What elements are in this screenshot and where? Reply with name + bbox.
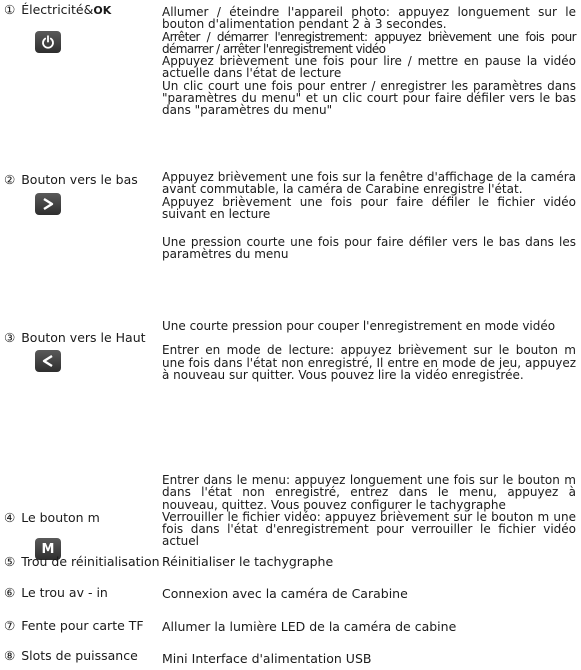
item-1-para-3: Appuyez brièvement une fois pour lire / mettre en pause la vidéo actuelle dans l'état de lecture — [162, 54, 576, 81]
item-8-number: ⑧ — [4, 648, 16, 663]
power-icon — [35, 31, 61, 53]
item-4-para-2: Verrouiller le fichier vidéo: appuyez brièvement sur le bouton m une fois dans l'état d'enregistrement pour verrouiller le fichier vidéo actuel — [162, 509, 576, 549]
item-7-number: ⑦ — [4, 618, 16, 633]
item-3-description — [162, 320, 576, 381]
item-1-para-2: Arrêter / démarrer l'enregistrement: appuyez brièvement une fois pour démarrer / arrêter l'enregistrement vidéo — [162, 29, 576, 56]
m-key-letter: M — [41, 541, 55, 557]
item-4-para-1: Entrer dans le menu: appuyez longuement une fois sur le bouton m dans l'état non enregistré, entrez dans le menu, appuyez à nouveau, quittez. Vous pouvez configurer le tachygraphe — [162, 473, 576, 512]
item-7-label — [4, 618, 144, 634]
item-7-title: Fente pour carte TF — [21, 618, 144, 633]
item-4-number: ④ — [4, 510, 16, 525]
item-1-number: ① — [4, 2, 16, 17]
item-2-para-3: Une pression courte une fois pour faire défiler vers le bas dans les paramètres du menu — [162, 235, 576, 262]
item-3-para-1: Une courte pression pour couper l'enregistrement en mode vidéo — [162, 319, 556, 333]
item-2-title: Bouton vers le bas — [21, 172, 138, 187]
item-5-number: ⑤ — [4, 554, 16, 569]
item-5-label — [4, 554, 160, 570]
item-1-para-4: Un clic court une fois pour entrer / enregistrer les paramètres dans "paramètres du menu" et un clic court pour faire défiler vers le bas dans "paramètres du menu" — [162, 78, 576, 118]
item-2-description — [162, 171, 576, 261]
item-4-description — [162, 474, 576, 548]
item-4-label — [4, 510, 100, 526]
item-5-title: Trou de réinitialisation — [21, 554, 160, 569]
item-2-para-2: Appuyez brièvement une fois pour faire défiler le fichier vidéo suivant en lecture — [162, 194, 576, 221]
item-3-label — [4, 330, 146, 346]
item-1-title: Électricité& — [21, 2, 94, 17]
item-3-title: Bouton vers le Haut — [21, 330, 146, 345]
item-7-description: Allumer la lumière LED de la caméra de cabine — [162, 619, 457, 634]
item-8-title: Slots de puissance — [21, 648, 138, 663]
item-1-description — [162, 6, 576, 117]
item-5-description: Réinitialiser le tachygraphe — [162, 554, 334, 569]
item-6-label — [4, 585, 108, 601]
item-1-para-1: Allumer / éteindre l'appareil photo: appuyez longuement sur le bouton d'alimentation pendant 2 à 3 secondes. — [162, 5, 576, 32]
item-6-description: Connexion avec la caméra de Carabine — [162, 586, 408, 601]
item-6-number: ⑥ — [4, 585, 16, 600]
item-1-title-suffix: OK — [93, 4, 112, 17]
item-8-description: Mini Interface d'alimentation USB — [162, 651, 372, 666]
chevron-left-icon — [35, 350, 61, 372]
chevron-right-icon — [35, 193, 61, 215]
item-3-para-2: Entrer en mode de lecture: appuyez brièvement sur le bouton m une fois dans l'état non enregistré, Il entre en mode de jeu, appuyez à nouveau sur quitter. Vous pouvez lire la vidéo enregistrée. — [162, 343, 576, 382]
item-6-title: Le trou av - in — [21, 585, 108, 600]
item-2-label — [4, 172, 138, 188]
item-2-para-1: Appuyez brièvement une fois sur la fenêtre d'affichage de la caméra avant commutable, la caméra de Carabine enregistre l'état. — [162, 170, 576, 197]
item-1-label — [4, 2, 111, 19]
item-3-number: ③ — [4, 330, 16, 345]
item-2-number: ② — [4, 172, 16, 187]
item-4-title: Le bouton m — [21, 510, 100, 525]
item-8-label — [4, 648, 138, 664]
